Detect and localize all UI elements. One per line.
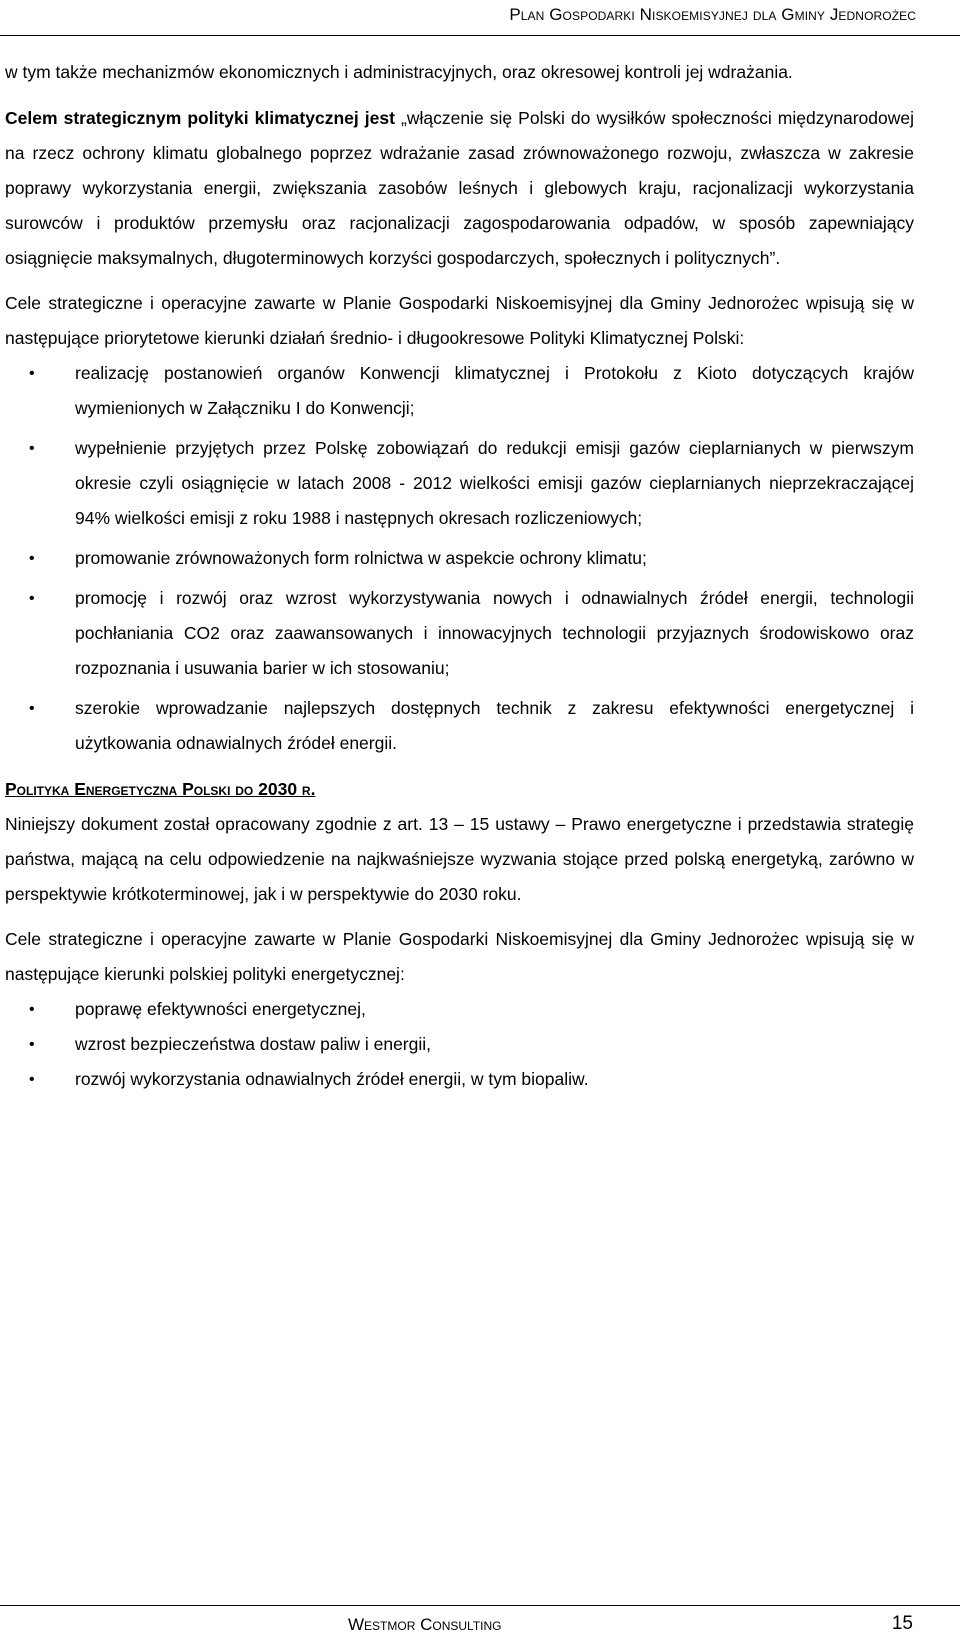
page-header	[0, 0, 960, 36]
bullet-icon: •	[29, 365, 35, 382]
bullet-icon: •	[29, 1071, 35, 1088]
list-item: • szerokie wprowadzanie najlepszych dostępnych technik z zakresu efektywności energetycznej i użytkowania odnawialnych źródeł energii.	[5, 691, 914, 761]
paragraph-climate-goal	[5, 101, 914, 276]
page-number: 15	[891, 1613, 913, 1634]
paragraph-energy-policy: Niniejszy dokument został opracowany zgodnie z art. 13 – 15 ustawy – Prawo energetyczne i przedstawia strategię państwa, mającą na celu odpowiedzenie na najkwaśniejsze wyzwania stojące przed polską energetyką, zarówno w perspektywie krótkoterminowej, jak i w perspektywie do 2030 roku.	[5, 814, 914, 904]
list-item: • wypełnienie przyjętych przez Polskę zobowiązań do redukcji emisji gazów cieplarnianych w pierwszym okresie czyli osiągnięcie w latach 2008 - 2012 wielkości emisji gazów cieplarnianych nieprzekraczającej 94% wielkości emisji z roku 1988 i następnych okresach rozliczeniowych;	[5, 431, 914, 536]
header-title: Plan Gospodarki Niskoemisyjnej dla Gminy Jednorożec	[509, 5, 916, 24]
paragraph-energy-directions: Cele strategiczne i operacyjne zawarte w Planie Gospodarki Niskoemisyjnej dla Gminy Jednorożec wpisują się w następujące kierunki polskiej polityki energetycznej:	[5, 929, 914, 984]
energy-directions-list	[5, 992, 914, 1097]
list-item: • rozwój wykorzystania odnawialnych źródeł energii, w tym biopaliw.	[5, 1062, 914, 1097]
list-item: • wzrost bezpieczeństwa dostaw paliw i energii,	[5, 1027, 914, 1062]
bullet-icon: •	[29, 700, 35, 717]
list-item: • realizację postanowień organów Konwencji klimatycznej i Protokołu z Kioto dotyczących krajów wymienionych w Załączniku I do Konwencji;	[5, 356, 914, 426]
bullet-icon: •	[29, 1001, 35, 1018]
list-item: • promocję i rozwój oraz wzrost wykorzystywania nowych i odnawialnych źródeł energii, technologii pochłaniania CO2 oraz zaawansowanych i innowacyjnych technologii przyjaznych środowiskowo oraz rozpoznania i usuwania barier w ich stosowaniu;	[5, 581, 914, 686]
paragraph-intro: w tym także mechanizmów ekonomicznych i administracyjnych, oraz okresowej kontroli jej wdrażania.	[5, 62, 793, 82]
footer-company: Westmor Consulting	[348, 1615, 502, 1634]
climate-goal-lead: Celem strategicznym polityki klimatycznej jest	[5, 108, 395, 128]
page-footer	[0, 1605, 960, 1642]
bullet-icon: •	[29, 440, 35, 457]
section-heading: Polityka Energetyczna Polski do 2030 r.	[5, 779, 316, 799]
list-item: • poprawę efektywności energetycznej,	[5, 992, 914, 1027]
list-item: • promowanie zrównoważonych form rolnictwa w aspekcie ochrony klimatu;	[5, 541, 914, 576]
bullet-icon: •	[29, 1036, 35, 1053]
climate-goal-text: „włączenie się Polski do wysiłków społeczności międzynarodowej na rzecz ochrony klimatu globalnego poprzez wdrażanie zasad zrównoważonego rozwoju, zwłaszcza w zakresie poprawy wykorzystania energii, zwiększania zasobów leśnych i glebowych kraju, racjonalizacji wykorzystania surowców i produktów przemysłu oraz racjonalizacji zagospodarowania odpadów, w sposób zapewniający osiągnięcie maksymalnych, długoterminowych korzyści gospodarczych, społecznych i politycznych”.	[5, 108, 914, 268]
climate-directions-list	[5, 356, 914, 761]
bullet-icon: •	[29, 550, 35, 567]
bullet-icon: •	[29, 590, 35, 607]
paragraph-climate-directions: Cele strategiczne i operacyjne zawarte w Planie Gospodarki Niskoemisyjnej dla Gminy Jednorożec wpisują się w następujące priorytetowe kierunki działań średnio- i długookresowe Polityki Klimatycznej Polski:	[5, 293, 914, 348]
document-body	[5, 55, 914, 1097]
